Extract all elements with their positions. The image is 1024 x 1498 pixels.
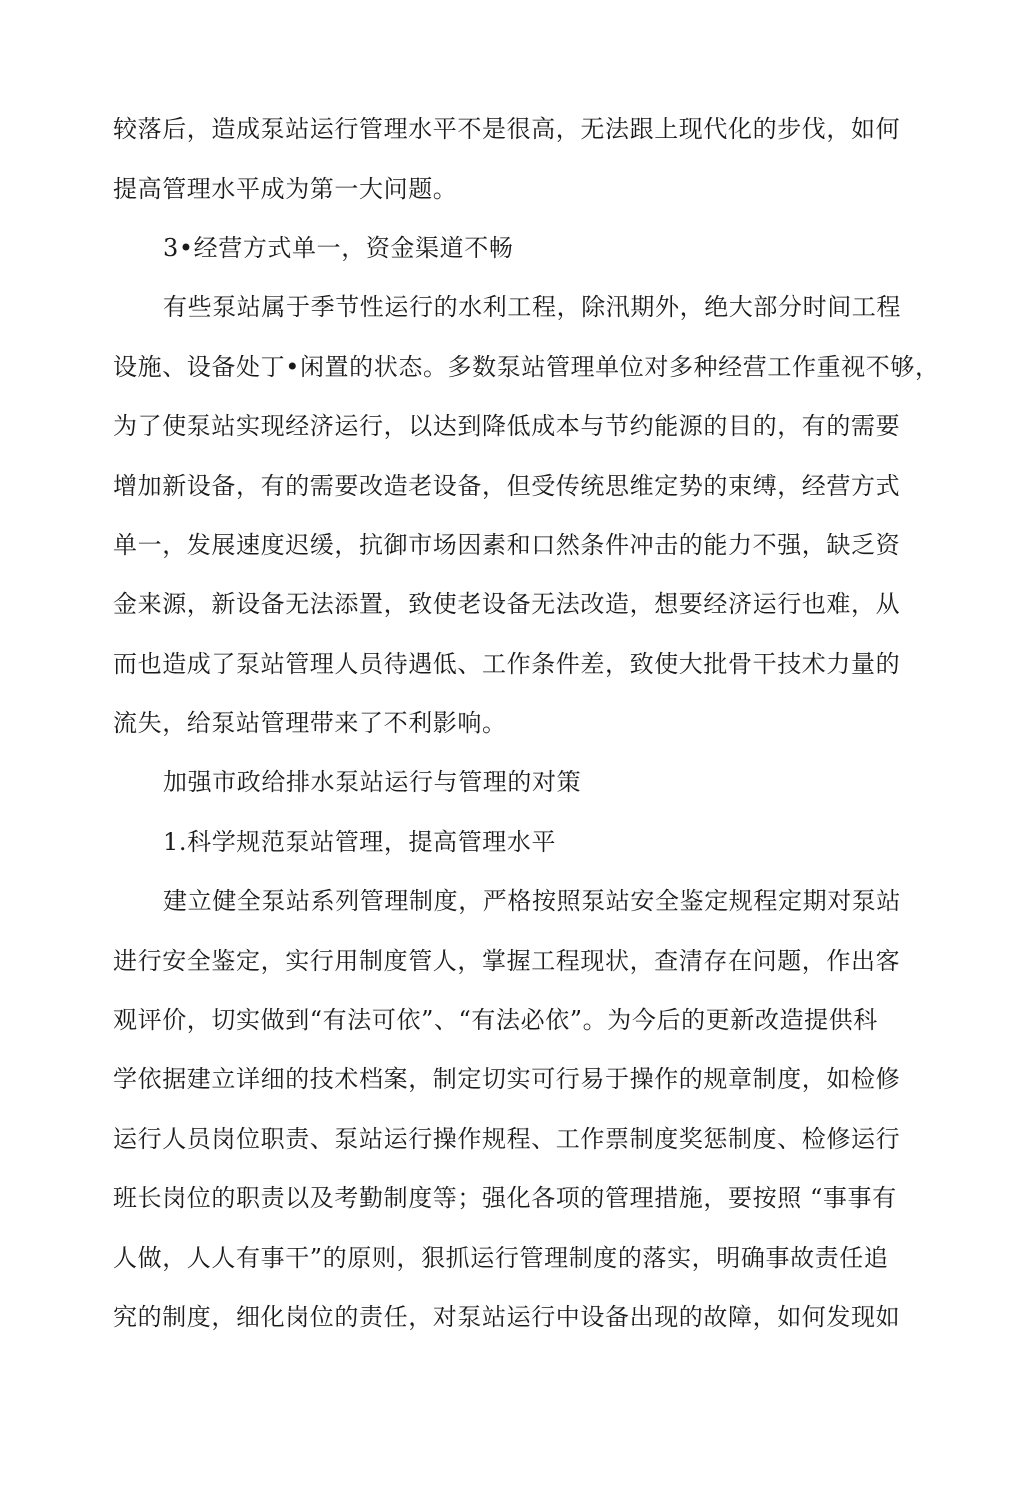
text-line: 增加新设备，有的需要改造老设备，但受传统思维定势的束缚，经营方式 bbox=[113, 472, 901, 500]
text-line: 究的制度，细化岗位的责任，对泵站运行中设备出现的故障，如何发现如 bbox=[113, 1303, 901, 1331]
text-line: 学依据建立详细的技术档案，制定切实可行易于操作的规章制度，如检修 bbox=[113, 1065, 901, 1093]
text-line: 进行安全鉴定，实行用制度管人，掌握工程现状，查清存在问题，作出客 bbox=[113, 947, 901, 975]
text-line: 为了使泵站实现经济运行，以达到降低成本与节约能源的目的，有的需要 bbox=[113, 412, 901, 440]
subsection-heading: 1.科学规范泵站管理，提高管理水平 bbox=[163, 828, 557, 856]
text-line: 运行人员岗位职责、泵站运行操作规程、工作票制度奖惩制度、检修运行 bbox=[113, 1125, 901, 1153]
text-line: 单一，发展速度迟缓，抗御市场因素和口然条件冲击的能力不强，缺乏资 bbox=[113, 531, 901, 559]
text-line: 建立健全泵站系列管理制度，严格按照泵站安全鉴定规程定期对泵站 bbox=[163, 887, 901, 915]
text-line: 班长岗位的职责以及考勤制度等；强化各项的管理措施，要按照 “事事有 bbox=[113, 1184, 897, 1212]
text-line: 而也造成了泵站管理人员待遇低、工作条件差，致使大批骨干技术力量的 bbox=[113, 650, 901, 678]
text-line: 提高管理水平成为第一大问题。 bbox=[113, 175, 458, 203]
text-line: 较落后，造成泵站运行管理水平不是很高，无法跟上现代化的步伐，如何 bbox=[113, 115, 901, 143]
section-heading: 3•经营方式单一，资金渠道不畅 bbox=[163, 234, 514, 262]
section-heading: 加强市政给排水泵站运行与管理的对策 bbox=[163, 768, 582, 796]
text-line: 有些泵站属于季节性运行的水利工程，除汛期外，绝大部分时间工程 bbox=[163, 293, 901, 321]
text-line: 人做，人人有事干”的原则，狠抓运行管理制度的落实，明确事故责任追 bbox=[113, 1244, 889, 1272]
text-line: 观评价，切实做到“有法可依”、“有法必依”。为今后的更新改造提供科 bbox=[113, 1006, 878, 1034]
text-line: 设施、设备处丁•闲置的状态。多数泵站管理单位对多种经营工作重视不够， bbox=[113, 353, 940, 381]
text-line: 流失，给泵站管理带来了不利影响。 bbox=[113, 709, 507, 737]
text-line: 金来源，新设备无法添置，致使老设备无法改造，想要经济运行也难，从 bbox=[113, 590, 901, 618]
